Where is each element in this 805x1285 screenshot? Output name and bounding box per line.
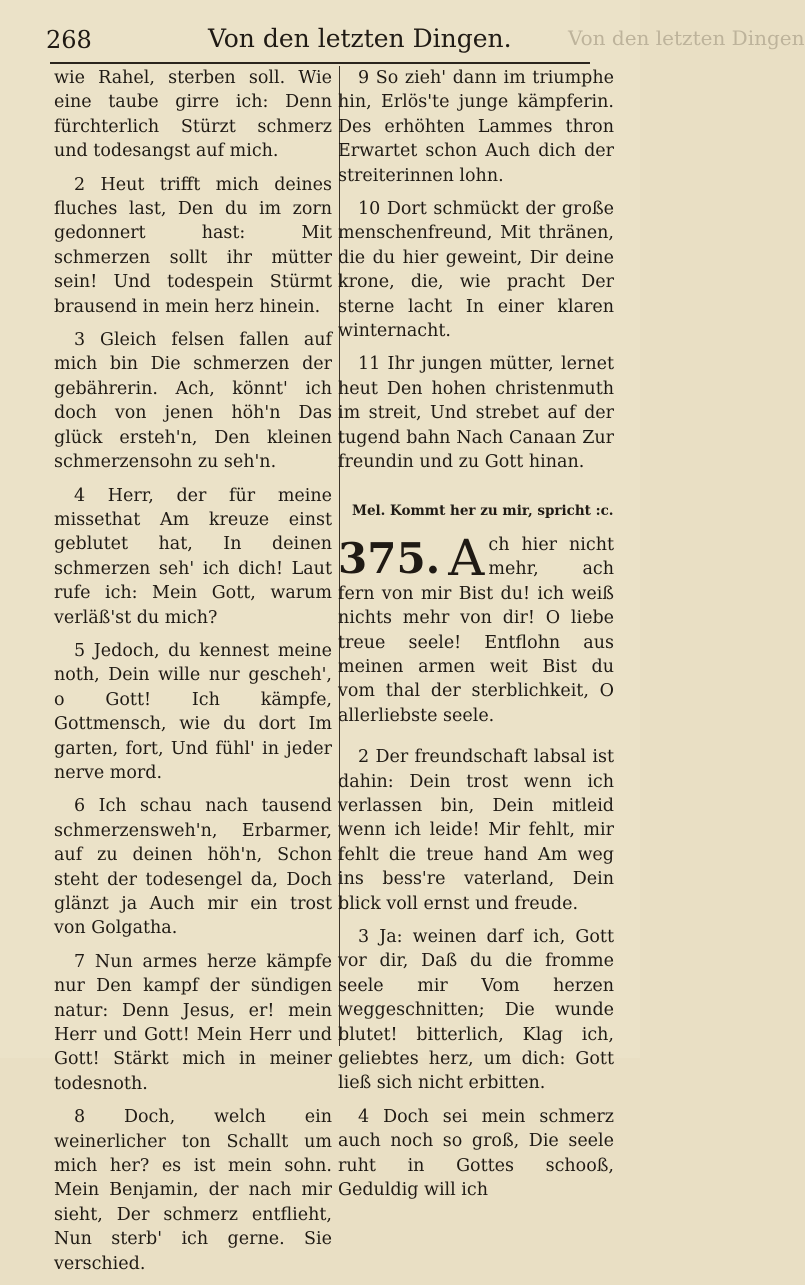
verse-10: 10 Dort schmückt der große menschenfreund, Mit thränen, die du hier geweint, Dir deine krone, die, wie pracht Der sterne lacht In einer klaren winternacht. <box>338 199 614 342</box>
verse-6: 6 Ich schau nach tausend schmerzensweh'n, Erbarmer, auf zu deinen höh'n, Schon steht der todesengel da, Doch glänzt ja Auch mir ein trost von Golgatha. <box>54 796 332 939</box>
right-column <box>338 66 614 1211</box>
verse-4: 4 Herr, der für meine missethat Am kreuze einst geblutet hat, In deinen schmerzen seh' ich dich! Laut rufe ich: Mein Gott, warum verläß'st du mich? <box>54 485 332 628</box>
melody-line: Mel. Kommt her zu mir, spricht :c. <box>352 502 614 519</box>
verse-11: 11 Ihr jungen mütter, lernet heut Den hohen christenmuth im streit, Und strebet auf der tugend bahn Nach Canaan Zur freundin und zu Gott hinan. <box>338 354 614 473</box>
verse-5: 5 Jedoch, du kennest meine noth, Dein wille nur gescheh', o Gott! Ich kämpfe, Gottmensch, wie du dort Im garten, fort, Und fühl' in jeder nerve mord. <box>54 640 332 783</box>
verse-7: 7 Nun armes herze kämpfe nur Den kampf der sündigen natur: Denn Jesus, er! mein Herr und Gott! Mein Herr und Gott! Stärkt mich in meiner todesnoth. <box>54 951 332 1094</box>
verse-9: 9 So zieh' dann im triumphe hin, Erlös'te junge kämpferin. Des erhöhten Lammes thron Erwartet schon Auch dich der streiterinnen lohn. <box>338 68 614 186</box>
left-column <box>54 66 332 1285</box>
hymn-375-verse-3: 3 Ja: weinen darf ich, Gott vor dir, Daß du die fromme seele mir Vom herzen weggeschnitten; Die wunde blutet! bitterlich, Klag ich, geliebtes herz, um dich: Gott ließ sich nicht erbitten. <box>338 927 614 1094</box>
drop-cap: A <box>448 528 485 587</box>
header-rule <box>50 62 590 64</box>
running-title: Von den letzten Dingen. <box>208 24 512 53</box>
hymn-375-stanza-1 <box>338 528 614 728</box>
hymn-375-verse-2: 2 Der freundschaft labsal ist dahin: Dein trost wenn ich verlassen bin, Dein mitleid wenn ich leide! Mir fehlt, mir fehlt die treue hand Am weg ins bess're vaterland, Dein blick voll ernst und freude. <box>338 747 614 914</box>
verse-2: 2 Heut trifft mich deines fluches last, Den du im zorn gedonnert hast: Mit schmerzen sollt ihr mütter sein! Und todespein Stürmt brausend in mein herz hinein. <box>54 174 332 317</box>
hymn-number: 375. <box>338 533 441 583</box>
stanza-1-text: ch hier nicht mehr, ach fern von mir Bist du! ich weiß nichts mehr von dir! O liebe treue seele! Entflohn aus meinen armen weit Bist du vom thal der sterblichkeit, O allerliebste seele. <box>338 534 614 726</box>
verse-8: 8 Doch, welch ein weinerlicher ton Schallt um mich her? es ist mein sohn. Mein Benjamin, der nach mir sieht, Der schmerz entflieht, Nun sterb' ich gerne. Sie verschied. <box>54 1107 332 1274</box>
bleed-through-text: Von den letzten Dingen <box>568 26 805 50</box>
verse-3: 3 Gleich felsen fallen auf mich bin Die schmerzen der gebährerin. Ach, könnt' ich doch von jenen höh'n Das glück ersteh'n, Den kleinen schmerzensohn zu seh'n. <box>54 330 332 473</box>
page-number: 268 <box>46 26 92 54</box>
hymn-375-verse-4: 4 Doch sei mein schmerz auch noch so groß, Die seele ruht in Gottes schooß, Geduldig will ich <box>338 1106 614 1201</box>
verse-continuation: wie Rahel, sterben soll. Wie eine taube girre ich: Denn fürchterlich Stürzt schmerz und todesangst auf mich. <box>54 68 332 162</box>
